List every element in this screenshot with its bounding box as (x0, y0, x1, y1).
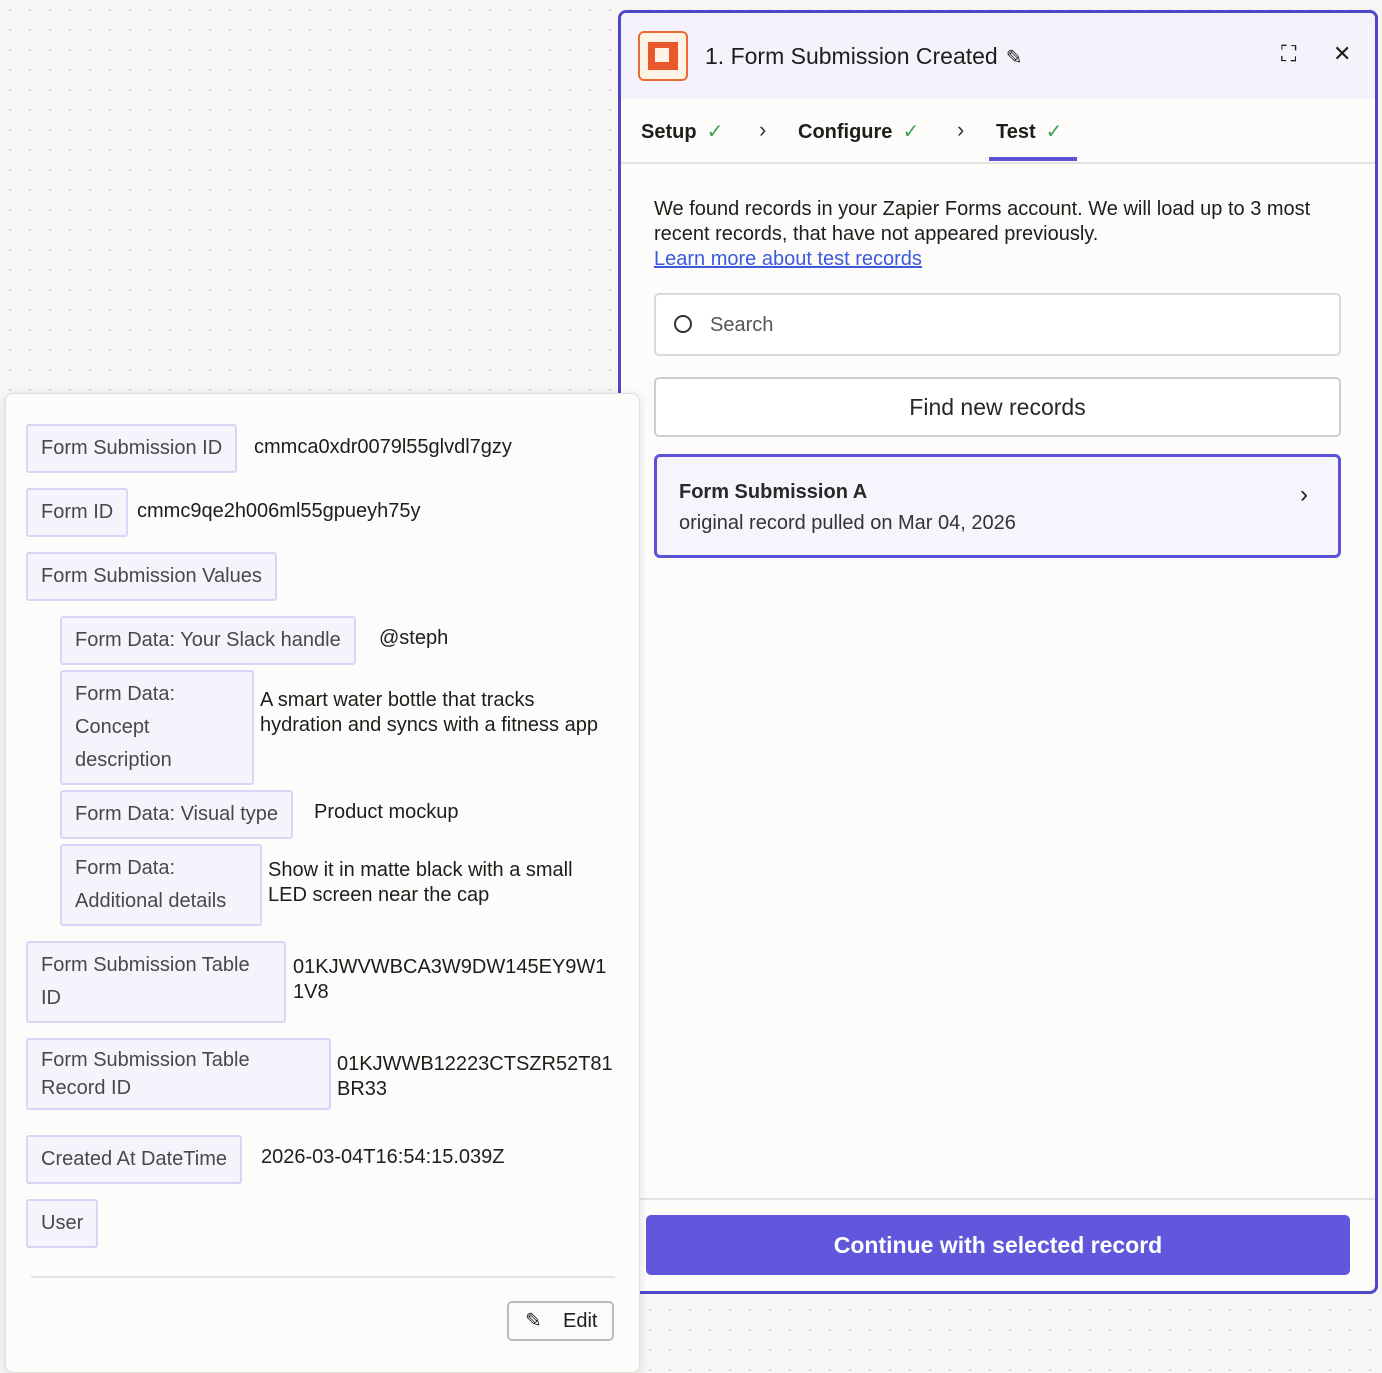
search-icon (674, 315, 692, 333)
field-value: Product mockup (314, 801, 459, 823)
chevron-right-icon: › (1300, 481, 1308, 508)
field-value: 2026-03-04T16:54:15.039Z (261, 1146, 505, 1168)
chevron-right-icon: › (957, 117, 965, 142)
panel-header (621, 13, 1375, 99)
tab-label: Setup (641, 121, 697, 143)
field-label: Form Submission Values (26, 552, 277, 601)
field-label: Form ID (26, 488, 128, 537)
field-value: A smart water bottle that tracks hydration and syncs with a fitness app (260, 689, 598, 736)
divider (31, 1276, 615, 1278)
field-value: 01KJWVWBCA3W9DW145EY9W1 1V8 (293, 956, 607, 1003)
field-label: Form Submission Table ID (26, 941, 286, 1023)
field-value: 01KJWWB12223CTSZR52T81 BR33 (337, 1053, 613, 1100)
tab-label: Configure (798, 121, 893, 143)
footer-divider (621, 1198, 1375, 1200)
field-value: @steph (379, 627, 449, 649)
field-value: Show it in matte black with a small LED screen near the cap (268, 859, 573, 906)
field-label: Created At DateTime (26, 1135, 242, 1184)
step-tabs (621, 99, 1375, 164)
pencil-icon: ✎ (525, 1310, 542, 1332)
check-icon: ✓ (902, 121, 920, 143)
tab-test[interactable] (996, 119, 1062, 144)
step-panel (618, 10, 1378, 1294)
tab-configure[interactable] (798, 119, 919, 144)
check-icon: ✓ (706, 121, 724, 143)
field-label: Form Submission Table Record ID (26, 1038, 331, 1110)
field-label: User (26, 1199, 98, 1248)
record-item[interactable] (654, 454, 1341, 558)
zapier-forms-logo-icon (638, 31, 688, 81)
record-subtitle: original record pulled on Mar 04, 2026 (679, 512, 1016, 534)
edit-label: Edit (563, 1310, 598, 1332)
pencil-icon[interactable]: ✎ (1005, 47, 1023, 69)
search-placeholder: Search (710, 314, 774, 336)
record-details-panel (5, 393, 640, 1373)
field-label: Form Data: Your Slack handle (60, 616, 356, 665)
intro-text (654, 197, 1334, 272)
find-new-records-button[interactable]: Find new records (654, 377, 1341, 437)
tab-label: Test (996, 121, 1036, 143)
learn-more-link[interactable]: Learn more about test records (654, 248, 922, 270)
search-input[interactable] (654, 293, 1341, 356)
field-label: Form Submission ID (26, 424, 237, 473)
close-icon[interactable]: ✕ (1333, 41, 1352, 66)
check-icon: ✓ (1045, 121, 1063, 143)
field-label: Form Data: Concept description (60, 670, 254, 785)
record-title: Form Submission A (679, 481, 868, 503)
intro-message: We found records in your Zapier Forms account. We will load up to 3 most recent records, that have not appeared previously. (654, 198, 1311, 245)
field-label: Form Data: Additional details (60, 844, 262, 926)
tab-setup[interactable] (641, 119, 723, 144)
expand-icon[interactable]: ⛶ (1281, 41, 1297, 66)
field-label: Form Data: Visual type (60, 790, 293, 839)
chevron-right-icon: › (759, 117, 767, 142)
step-title[interactable] (705, 43, 1023, 70)
active-tab-indicator (989, 157, 1077, 161)
field-value: cmmca0xdr0079l55glvdl7gzy (254, 436, 512, 458)
step-title-text: 1. Form Submission Created (705, 43, 998, 69)
edit-button[interactable] (507, 1301, 614, 1341)
continue-button[interactable]: Continue with selected record (646, 1215, 1350, 1275)
field-value: cmmc9qe2h006ml55gpueyh75y (137, 500, 421, 522)
